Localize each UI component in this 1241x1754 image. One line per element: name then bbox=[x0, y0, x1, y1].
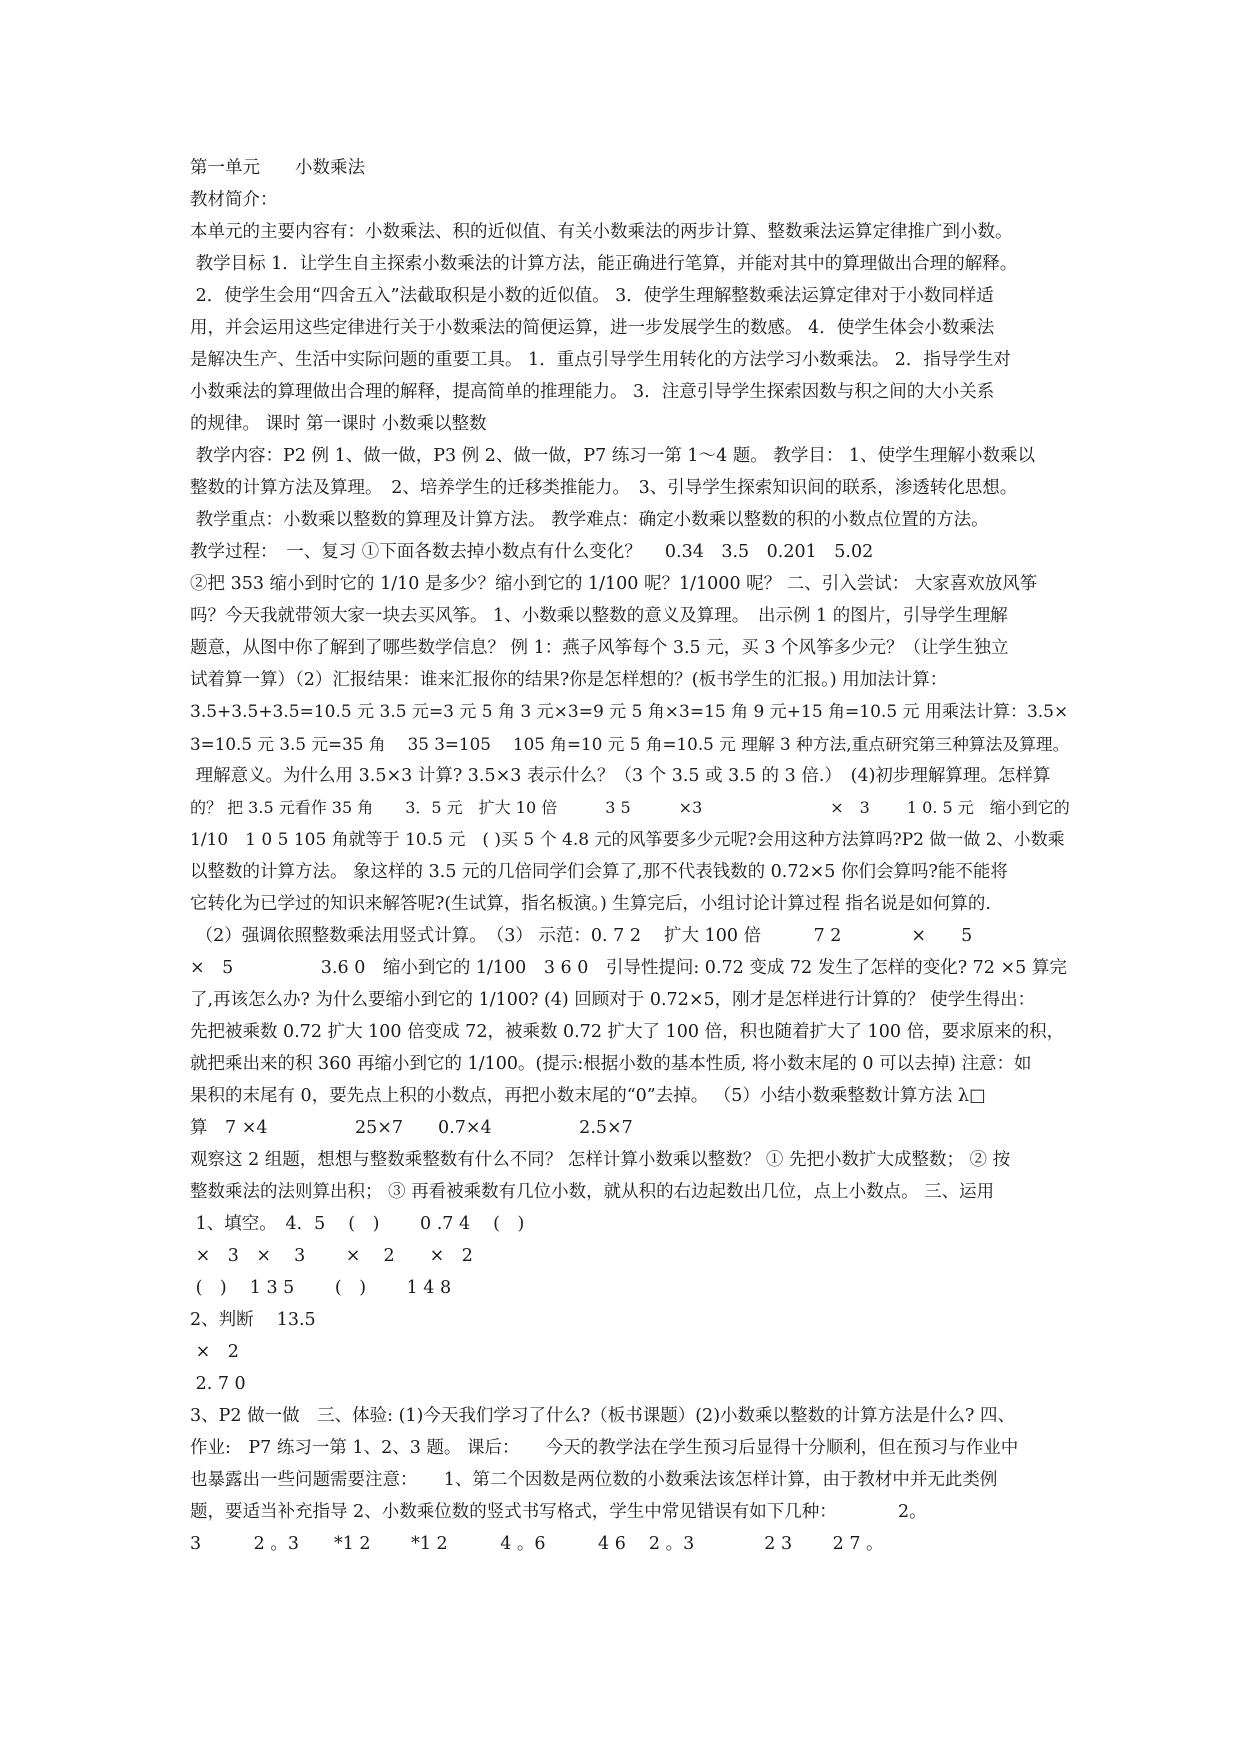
text-line: × 2 bbox=[190, 1342, 239, 1362]
text-line: 了,再该怎么办? 为什么要缩小到它的 1/100? (4) 回顾对于 0.72×5，刚才是怎样进行计算的？ 使学生得出： bbox=[190, 990, 1036, 1010]
text-line: 3 2 。3 *1 2 *1 2 4 。6 4 6 2 。3 2 3 2 7 。 bbox=[190, 1534, 884, 1554]
text-line: （2）强调依照整数乘法用竖式计算。 （3） 示范：0. 7 2 扩大 100 倍 7 2 × 5 bbox=[190, 926, 973, 946]
text-line: 本单元的主要内容有：小数乘法、积的近似值、有关小数乘法的两步计算、整数乘法运算定律推广到小数。 bbox=[190, 222, 1013, 242]
text-line: 教材简介： bbox=[190, 190, 278, 210]
text-line: 1/10 1 0 5 105 角就等于 10.5 元 ( )买 5 个 4.8 元的风筝要多少元呢?会用这种方法算吗?P2 做一做 2、小数乘 bbox=[190, 830, 1065, 850]
text-line: 整数的计算方法及算理。 2、培养学生的迁移类推能力。 3、引导学生探索知识间的联系，渗透转化思想。 bbox=[190, 478, 1018, 498]
text-line: × 5 3.6 0 缩小到它的 1/100 3 6 0 引导性提问: 0.72 变成 72 发生了怎样的变化? 72 ×5 算完 bbox=[190, 958, 1067, 978]
text-line: 用，并会运用这些定律进行关于小数乘法的简便运算，进一步发展学生的数感。 4．使学生体会小数乘法 bbox=[190, 318, 995, 338]
text-line: 教学内容：P2 例 1、做一做，P3 例 2、做一做，P7 练习一第 1～4 题。 教学目： 1、使学生理解小数乘以 bbox=[190, 446, 1036, 466]
text-line: 算 7 ×4 25×7 0.7×4 2.5×7 bbox=[190, 1118, 633, 1138]
text-line: 1、填空。 4．5 ( ) 0 .7 4 ( ) bbox=[190, 1214, 525, 1234]
document-body bbox=[190, 152, 1070, 1560]
text-line: 2．使学生会用“四舍五入”法截取积是小数的近似值。 3．使学生理解整数乘法运算定律对于小数同样适 bbox=[190, 286, 994, 306]
text-line: 题意，从图中你了解到了哪些数学信息？ 例 1：燕子风筝每个 3.5 元，买 3 个风筝多少元？（让学生独立 bbox=[190, 638, 1009, 658]
text-line: 教学重点：小数乘以整数的算理及计算方法。 教学难点：确定小数乘以整数的积的小数点位置的方法。 bbox=[190, 510, 989, 530]
text-line: 理解意义。为什么用 3.5×3 计算? 3.5×3 表示什么？（3 个 3.5 或 3.5 的 3 倍.） (4)初步理解算理。怎样算 bbox=[190, 766, 1051, 786]
text-line: 是解决生产、生活中实际问题的重要工具。 1．重点引导学生用转化的方法学习小数乘法。 2．指导学生对 bbox=[190, 350, 1011, 370]
text-line: 以整数的计算方法。 象这样的 3.5 元的几倍同学们会算了,那不代表钱数的 0.72×5 你们会算吗?能不能将 bbox=[190, 862, 1008, 882]
text-line: ( ) 1 3 5 ( ) 1 4 8 bbox=[190, 1278, 452, 1298]
text-line: 整数乘法的法则算出积； ③ 再看被乘数有几位小数，就从积的右边起数出几位，点上小数点。 三、运用 bbox=[190, 1182, 995, 1202]
text-line: 3.5+3.5+3.5=10.5 元 3.5 元=3 元 5 角 3 元×3=9 元 5 角×3=15 角 9 元+15 角=10.5 元 用乘法计算：3.5× bbox=[190, 702, 1069, 722]
text-line: ②把 353 缩小到时它的 1/10 是多少？缩小到它的 1/100 呢？1/1000 呢？ 二、引入尝试： 大家喜欢放风筝 bbox=[190, 574, 1038, 594]
text-line: × 3 × 3 × 2 × 2 bbox=[190, 1246, 473, 1266]
text-line: 作业: P7 练习一第 1、2、3 题。 课后： 今天的教学法在学生预习后显得十分顺利，但在预习与作业中 bbox=[190, 1438, 1019, 1458]
text-line: 教学过程： 一、复习 ①下面各数去掉小数点有什么变化？ 0.34 3.5 0.201 5.02 bbox=[190, 542, 874, 562]
text-line: 2. 7 0 bbox=[190, 1374, 246, 1394]
text-line: 教学目标 1．让学生自主探索小数乘法的计算方法，能正确进行笔算，并能对其中的算理做出合理的解释。 bbox=[190, 254, 1018, 274]
text-line: 果积的末尾有 0，要先点上积的小数点，再把小数末尾的“0”去掉。 （5）小结小数乘整数计算方法 λ□ bbox=[190, 1086, 986, 1106]
text-line: 吗？今天我就带领大家一块去买风筝。 1、小数乘以整数的意义及算理。 出示例 1 的图片，引导学生理解 bbox=[190, 606, 1008, 626]
unit-title: 第一单元 小数乘法 bbox=[190, 158, 365, 178]
text-line: 2、判断 13.5 bbox=[190, 1310, 316, 1330]
text-line: 观察这 2 组题，想想与整数乘整数有什么不同？ 怎样计算小数乘以整数？ ① 先把小数扩大成整数； ② 按 bbox=[190, 1150, 1011, 1170]
text-line: 也暴露出一些问题需要注意： 1、第二个因数是两位数的小数乘法该怎样计算，由于教材中并无此类例 bbox=[190, 1470, 998, 1490]
text-line: 的？ 把 3.5 元看作 35 角 3．5 元 扩大 10 倍 3 5 ×3 × 3 1 0. 5 元 缩小到它的 bbox=[190, 798, 1070, 817]
text-line: 3=10.5 元 3.5 元=35 角 35 3=105 105 角=10 元 5 角=10.5 元 理解 3 种方法,重点研究第三种算法及算理。 bbox=[190, 734, 1070, 754]
text-line: 先把被乘数 0.72 扩大 100 倍变成 72，被乘数 0.72 扩大了 100 倍，积也随着扩大了 100 倍，要求原来的积， bbox=[190, 1022, 1065, 1042]
text-line: 的规律。 课时 第一课时 小数乘以整数 bbox=[190, 414, 487, 434]
text-line: 它转化为已学过的知识来解答呢?(生试算，指名板演。) 生算完后，小组讨论计算过程 指名说是如何算的. bbox=[190, 894, 991, 914]
text-line: 小数乘法的算理做出合理的解释，提高简单的推理能力。 3．注意引导学生探索因数与积之间的大小关系 bbox=[190, 382, 995, 402]
text-line: 3、P2 做一做 三、体验: (1)今天我们学习了什么?（板书课题）(2)小数乘以整数的计算方法是什么? 四、 bbox=[190, 1406, 1015, 1426]
text-line: 就把乘出来的积 360 再缩小到它的 1/100。(提示:根据小数的基本性质, 将小数末尾的 0 可以去掉) 注意：如 bbox=[190, 1054, 1032, 1074]
text-line: 试着算一算）（2）汇报结果：谁来汇报你的结果?你是怎样想的？(板书学生的汇报。) 用加法计算： bbox=[190, 670, 948, 690]
text-line: 题，要适当补充指导 2、小数乘位数的竖式书写格式，学生中常见错误有如下几种： 2。 bbox=[190, 1502, 927, 1522]
